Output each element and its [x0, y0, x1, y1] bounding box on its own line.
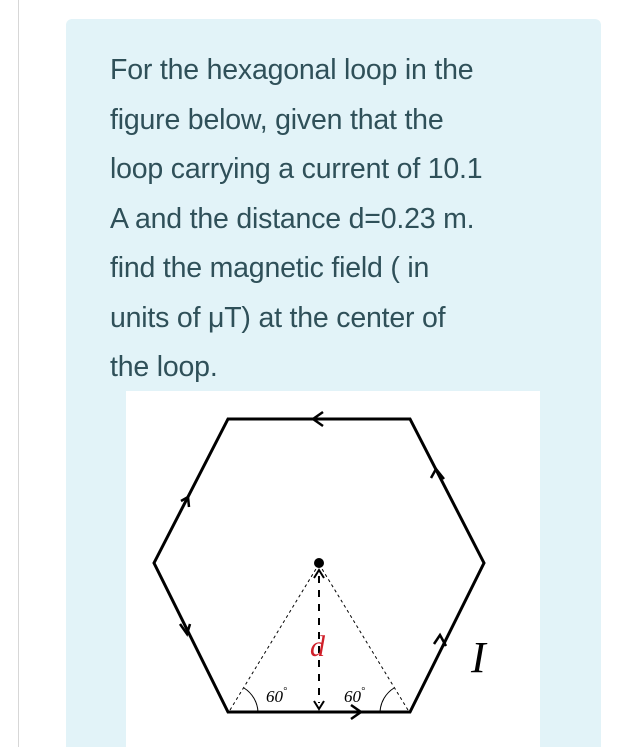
degree-mark-left: °	[283, 686, 287, 697]
question-text	[110, 46, 560, 393]
question-line-1: For the hexagonal loop in the	[110, 54, 474, 86]
current-label: I	[471, 633, 486, 682]
question-line-5: find the magnetic field ( in	[110, 252, 430, 284]
angle-label-left	[266, 686, 287, 706]
question-line-4: A and the distance d=0.23 m.	[110, 202, 475, 235]
angle-label-right	[344, 686, 365, 706]
hexagon-figure	[126, 391, 540, 747]
question-line-6: units of μT) at the center of	[110, 301, 446, 334]
degree-mark-right: °	[361, 686, 365, 697]
question-line-3: loop carrying a current of 10.1	[110, 153, 483, 185]
angle-arc-left	[244, 688, 258, 712]
hexagon-diagram	[126, 391, 540, 747]
angle-arc-right	[380, 688, 394, 712]
angle-value-right: 60	[344, 687, 361, 706]
question-line-2: figure below, given that the	[110, 103, 444, 136]
question-line-7: the loop.	[110, 351, 218, 383]
distance-label: d	[310, 630, 325, 663]
page-left-border	[18, 0, 19, 747]
center-point	[314, 558, 324, 568]
angle-value-left: 60	[266, 687, 283, 706]
current-arrow-lower-right	[434, 635, 446, 646]
